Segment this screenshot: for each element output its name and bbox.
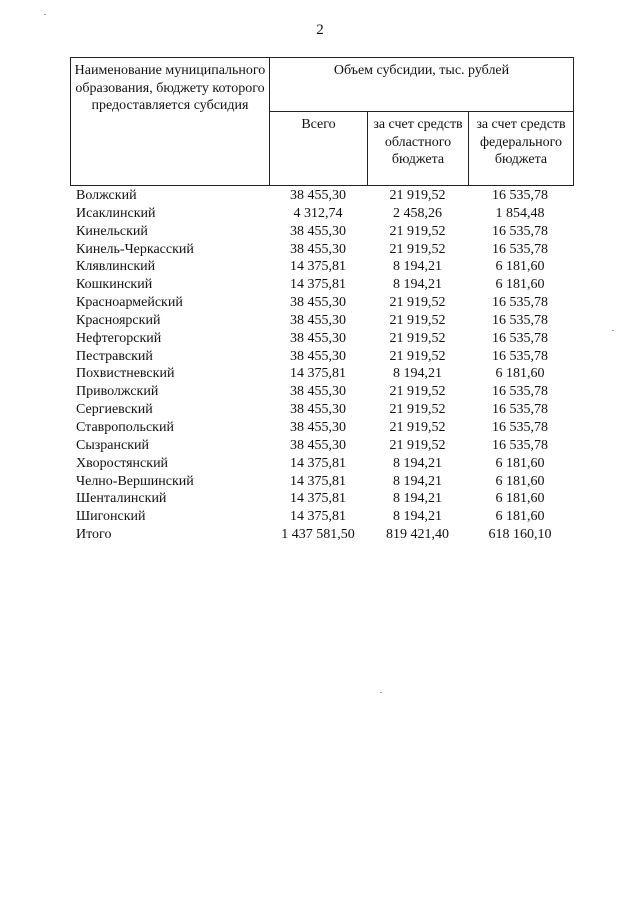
- total-cell: 14 375,81: [290, 455, 346, 471]
- regional-budget-cell: 8 194,21: [393, 277, 442, 293]
- regional-budget-cell: 8 194,21: [393, 509, 442, 525]
- header-federal-budget: за счет средств федерального бюджета: [476, 117, 566, 167]
- table-row: [70, 330, 574, 348]
- federal-budget-cell: 1 854,48: [495, 205, 545, 221]
- regional-budget-cell: 819 421,40: [386, 527, 449, 543]
- municipality-cell: Исаклинский: [76, 205, 156, 221]
- federal-budget-cell: 6 181,60: [495, 473, 545, 489]
- table-row: [70, 258, 574, 276]
- federal-budget-cell: 16 535,78: [492, 295, 548, 311]
- total-cell: 38 455,30: [290, 188, 346, 203]
- municipality-cell: Кинельский: [76, 223, 148, 239]
- regional-budget-cell: 8 194,21: [393, 491, 442, 507]
- total-cell: 38 455,30: [290, 223, 346, 239]
- total-cell: 38 455,30: [290, 419, 346, 435]
- table-row: [70, 437, 574, 455]
- total-cell: 38 455,30: [290, 312, 346, 328]
- table-row: [70, 276, 574, 294]
- total-cell: 38 455,30: [290, 330, 346, 346]
- municipality-cell: Сызранский: [76, 437, 149, 453]
- table-row: [70, 187, 574, 205]
- municipality-cell: Кинель-Черкасский: [76, 241, 194, 257]
- scan-speck: [380, 692, 382, 693]
- federal-budget-cell: 6 181,60: [495, 491, 545, 507]
- table-row: [70, 223, 574, 241]
- total-cell: 38 455,30: [290, 402, 346, 418]
- federal-budget-cell: 16 535,78: [492, 330, 548, 346]
- table-row: [70, 294, 574, 312]
- municipality-cell: Приволжский: [76, 384, 159, 400]
- municipality-cell: Итого: [76, 527, 112, 543]
- total-cell: 1 437 581,50: [281, 527, 355, 543]
- regional-budget-cell: 8 194,21: [393, 366, 442, 382]
- table-row: [70, 241, 574, 259]
- total-cell: 14 375,81: [290, 277, 346, 293]
- table-row: [70, 348, 574, 366]
- federal-budget-cell: 16 535,78: [492, 223, 548, 239]
- total-cell: 38 455,30: [290, 384, 346, 400]
- table-row: [70, 455, 574, 473]
- header-regional-budget: за счет средств областного бюджета: [368, 112, 469, 185]
- municipality-cell: Кошкинский: [76, 277, 153, 293]
- table-row: [70, 508, 574, 526]
- table-row: [70, 490, 574, 508]
- header-municipality-name: Наименование муниципального образования, бюджету которого предоставляется субсидия: [71, 58, 270, 185]
- total-cell: 38 455,30: [290, 348, 346, 364]
- municipality-cell: Похвистневский: [76, 366, 175, 382]
- regional-budget-cell: 8 194,21: [393, 259, 442, 275]
- municipality-cell: Волжский: [76, 188, 137, 203]
- total-cell: 38 455,30: [290, 241, 346, 257]
- regional-budget-cell: 21 919,52: [389, 384, 446, 400]
- federal-budget-cell: 16 535,78: [492, 419, 548, 435]
- total-cell: 14 375,81: [290, 473, 346, 489]
- table-header: [70, 57, 574, 186]
- regional-budget-cell: 21 919,52: [389, 223, 446, 239]
- federal-budget-cell: 6 181,60: [495, 366, 545, 382]
- federal-budget-cell: 6 181,60: [495, 509, 545, 525]
- regional-budget-cell: 21 919,52: [389, 402, 446, 418]
- federal-budget-cell: 16 535,78: [492, 384, 548, 400]
- total-cell: 14 375,81: [290, 366, 346, 382]
- table-row: [70, 473, 574, 491]
- total-cell: 38 455,30: [290, 437, 346, 453]
- total-cell: 14 375,81: [290, 491, 346, 507]
- table-total-row: [70, 526, 574, 544]
- municipality-cell: Красноярский: [76, 312, 161, 328]
- federal-budget-cell: 618 160,10: [488, 527, 552, 543]
- scan-speck: [612, 330, 614, 331]
- table-body: [70, 187, 574, 544]
- municipality-cell: Шигонский: [76, 509, 146, 525]
- federal-budget-cell: 16 535,78: [492, 188, 548, 203]
- federal-budget-cell: 16 535,78: [492, 241, 548, 257]
- federal-budget-cell: 6 181,60: [495, 259, 545, 275]
- table-row: [70, 205, 574, 223]
- total-cell: 38 455,30: [290, 295, 346, 311]
- municipality-cell: Сергиевский: [76, 402, 153, 418]
- federal-budget-cell: 16 535,78: [492, 402, 548, 418]
- regional-budget-cell: 21 919,52: [389, 188, 446, 203]
- regional-budget-cell: 21 919,52: [389, 295, 446, 311]
- municipality-cell: Ставропольский: [76, 419, 174, 435]
- municipality-cell: Шенталинский: [76, 491, 167, 507]
- page-number: 2: [316, 22, 324, 38]
- municipality-cell: Красноармейский: [76, 295, 183, 311]
- regional-budget-cell: 21 919,52: [389, 330, 446, 346]
- municipality-cell: Клявлинский: [76, 259, 156, 275]
- federal-budget-cell: 16 535,78: [492, 348, 548, 364]
- federal-budget-cell: 6 181,60: [495, 277, 545, 293]
- header-subsidy-volume: Объем субсидии, тыс. рублей: [270, 58, 573, 112]
- regional-budget-cell: 21 919,52: [389, 437, 446, 453]
- federal-budget-cell: 16 535,78: [492, 312, 548, 328]
- municipality-cell: Хворостянский: [76, 455, 169, 471]
- total-cell: 4 312,74: [293, 205, 343, 221]
- municipality-cell: Челно-Вершинский: [76, 473, 194, 489]
- regional-budget-cell: 21 919,52: [389, 312, 446, 328]
- table-row: [70, 401, 574, 419]
- municipality-cell: Нефтегорский: [76, 330, 162, 346]
- table-row: [70, 419, 574, 437]
- table-row: [70, 312, 574, 330]
- regional-budget-cell: 8 194,21: [393, 455, 442, 471]
- federal-budget-cell: 16 535,78: [492, 437, 548, 453]
- total-cell: 14 375,81: [290, 259, 346, 275]
- regional-budget-cell: 21 919,52: [389, 419, 446, 435]
- header-total: Всего: [270, 112, 368, 185]
- table-row: [70, 365, 574, 383]
- regional-budget-cell: 21 919,52: [389, 348, 446, 364]
- municipality-cell: Пестравский: [76, 348, 153, 364]
- regional-budget-cell: 21 919,52: [389, 241, 446, 257]
- regional-budget-cell: 2 458,26: [393, 205, 442, 221]
- federal-budget-cell: 6 181,60: [495, 455, 545, 471]
- total-cell: 14 375,81: [290, 509, 346, 525]
- table-row: [70, 383, 574, 401]
- regional-budget-cell: 8 194,21: [393, 473, 442, 489]
- scan-speck: [44, 14, 46, 15]
